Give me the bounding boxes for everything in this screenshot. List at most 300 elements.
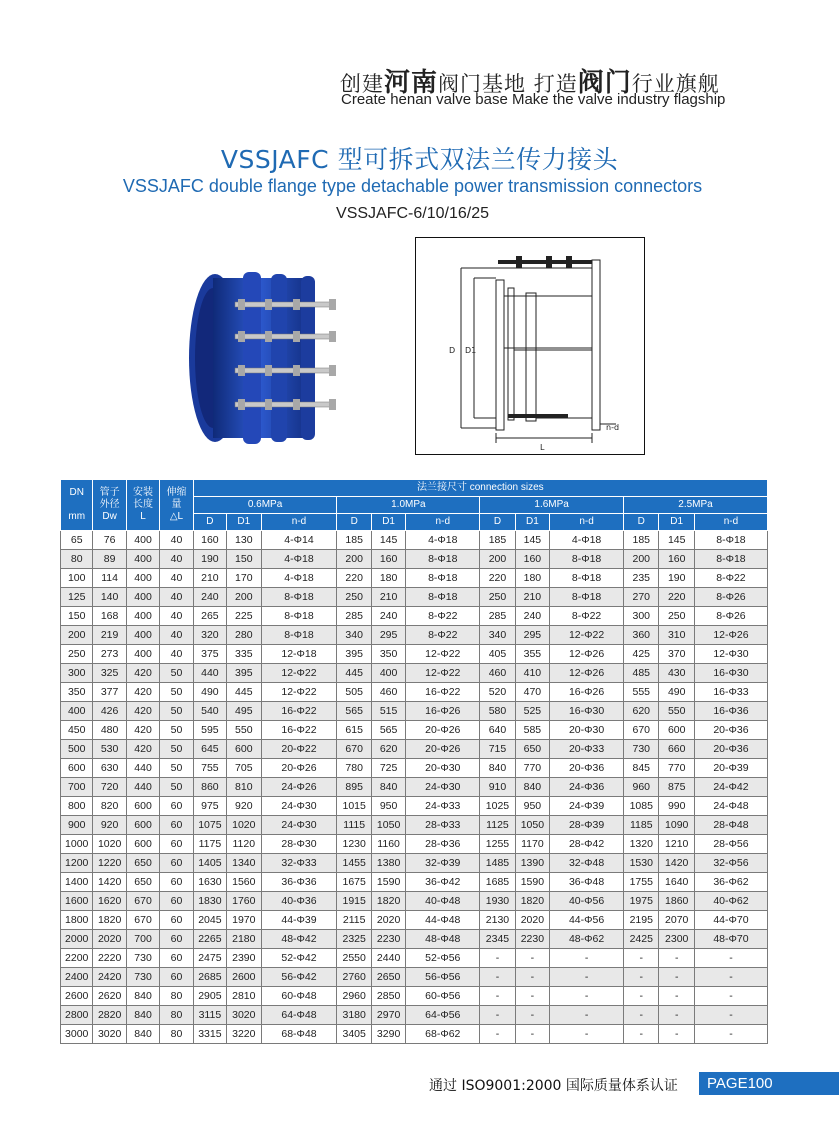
table-cell: 12-Φ30 <box>694 645 767 664</box>
table-cell: 295 <box>515 626 549 645</box>
table-cell: 8-Φ18 <box>261 626 337 645</box>
table-row <box>61 1025 768 1044</box>
table-cell: 1820 <box>515 892 549 911</box>
table-cell: 2020 <box>93 930 126 949</box>
table-cell: 185 <box>480 531 515 550</box>
table-cell: - <box>515 987 549 1006</box>
table-cell: 40 <box>160 550 193 569</box>
table-cell: - <box>480 968 515 987</box>
table-cell: 650 <box>515 740 549 759</box>
table-cell: 990 <box>659 797 694 816</box>
table-cell: 395 <box>337 645 371 664</box>
table-cell: - <box>659 987 694 1006</box>
page-title-english: VSSJAFC double flange type detachable power transmission connectors <box>122 176 703 196</box>
table-cell: 1915 <box>337 892 371 911</box>
table-cell: 580 <box>480 702 515 721</box>
table-cell: 50 <box>160 683 193 702</box>
table-cell: 1125 <box>480 816 515 835</box>
table-cell: - <box>480 1025 515 1044</box>
table-cell: 440 <box>193 664 226 683</box>
table-cell: 24-Φ33 <box>406 797 480 816</box>
flange-ring-3 <box>301 276 315 440</box>
table-cell: 20-Φ30 <box>550 721 624 740</box>
table-cell: 80 <box>160 1025 193 1044</box>
flange-ring-2 <box>271 274 287 442</box>
table-cell: 1420 <box>93 873 126 892</box>
table-cell: 190 <box>659 569 694 588</box>
table-cell: 400 <box>126 569 159 588</box>
table-cell: 20-Φ36 <box>550 759 624 778</box>
table-cell: 20-Φ33 <box>550 740 624 759</box>
table-cell: 200 <box>480 550 515 569</box>
table-cell: 2230 <box>371 930 405 949</box>
table-cell: 400 <box>126 626 159 645</box>
table-cell: 440 <box>126 759 159 778</box>
header-length: 安装 长度 L <box>126 480 159 531</box>
table-cell: 4-Φ18 <box>261 569 337 588</box>
table-cell: 840 <box>126 1006 159 1025</box>
header-connection-sizes: 法兰接尺寸 connection sizes <box>193 480 767 497</box>
table-cell: 420 <box>126 664 159 683</box>
table-cell: 2000 <box>61 930 93 949</box>
table-cell: 620 <box>371 740 405 759</box>
table-cell: 650 <box>126 854 159 873</box>
table-row <box>61 835 768 854</box>
table-row <box>61 987 768 1006</box>
table-cell: 114 <box>93 569 126 588</box>
table-cell: 300 <box>624 607 659 626</box>
slogan-highlight: 阀门 <box>577 68 632 98</box>
table-cell: 730 <box>126 949 159 968</box>
table-cell: 8-Φ18 <box>694 550 767 569</box>
table-cell: 12-Φ26 <box>550 664 624 683</box>
table-cell: 505 <box>337 683 371 702</box>
table-cell: 1115 <box>337 816 371 835</box>
table-cell: 50 <box>160 702 193 721</box>
table-cell: 40-Φ56 <box>550 892 624 911</box>
table-row <box>61 721 768 740</box>
table-cell: 24-Φ26 <box>261 778 337 797</box>
table-cell: 2600 <box>61 987 93 1006</box>
table-cell: - <box>659 1006 694 1025</box>
table-cell: 4-Φ14 <box>261 531 337 550</box>
table-cell: 565 <box>371 721 405 740</box>
table-cell: 40 <box>160 626 193 645</box>
table-cell: 16-Φ33 <box>694 683 767 702</box>
table-cell: 50 <box>160 664 193 683</box>
table-cell: 8-Φ22 <box>694 569 767 588</box>
table-cell: 495 <box>227 702 261 721</box>
table-cell: 1755 <box>624 873 659 892</box>
table-cell: 2820 <box>93 1006 126 1025</box>
table-cell: 1175 <box>193 835 226 854</box>
table-cell: 470 <box>515 683 549 702</box>
table-cell: 44-Φ39 <box>261 911 337 930</box>
table-cell: 440 <box>126 778 159 797</box>
table-cell: 20-Φ36 <box>694 721 767 740</box>
table-cell: 430 <box>659 664 694 683</box>
header-nd: n-d <box>550 514 624 531</box>
slogan-part: 阀门基地 打造 <box>438 72 578 96</box>
table-cell: 420 <box>126 740 159 759</box>
table-cell: 705 <box>227 759 261 778</box>
table-cell: 220 <box>659 588 694 607</box>
table-cell: 36-Φ36 <box>261 873 337 892</box>
table-cell: 219 <box>93 626 126 645</box>
table-cell: 8-Φ18 <box>550 569 624 588</box>
table-cell: 1255 <box>480 835 515 854</box>
table-cell: 48-Φ70 <box>694 930 767 949</box>
table-cell: 20-Φ26 <box>406 721 480 740</box>
table-cell: 1380 <box>371 854 405 873</box>
table-cell: 615 <box>337 721 371 740</box>
table-cell: 670 <box>126 911 159 930</box>
table-cell: 50 <box>160 740 193 759</box>
table-row <box>61 778 768 797</box>
table-cell: 730 <box>624 740 659 759</box>
table-cell: 60-Φ48 <box>261 987 337 1006</box>
spec-table-body <box>61 531 768 1044</box>
table-cell: - <box>659 1025 694 1044</box>
table-cell: 36-Φ48 <box>550 873 624 892</box>
table-cell: 840 <box>480 759 515 778</box>
table-cell: 2800 <box>61 1006 93 1025</box>
table-cell: 1015 <box>337 797 371 816</box>
table-cell: 900 <box>61 816 93 835</box>
table-cell: 28-Φ30 <box>261 835 337 854</box>
table-cell: 140 <box>93 588 126 607</box>
table-cell: 1220 <box>93 854 126 873</box>
table-row <box>61 911 768 930</box>
table-cell: 250 <box>659 607 694 626</box>
table-cell: 48-Φ62 <box>550 930 624 949</box>
table-cell: 65 <box>61 531 93 550</box>
header-d: D <box>624 514 659 531</box>
table-cell: 24-Φ48 <box>694 797 767 816</box>
table-cell: 950 <box>371 797 405 816</box>
table-cell: 8-Φ18 <box>550 550 624 569</box>
table-row <box>61 740 768 759</box>
table-cell: 32-Φ56 <box>694 854 767 873</box>
table-cell: 600 <box>126 797 159 816</box>
table-row <box>61 854 768 873</box>
table-cell: 1390 <box>515 854 549 873</box>
table-cell: - <box>550 987 624 1006</box>
spec-table <box>60 479 768 1044</box>
table-cell: 460 <box>371 683 405 702</box>
table-cell: 840 <box>371 778 405 797</box>
table-cell: 960 <box>624 778 659 797</box>
table-cell: 3405 <box>337 1025 371 1044</box>
table-cell: 360 <box>624 626 659 645</box>
table-cell: 80 <box>160 1006 193 1025</box>
table-cell: 490 <box>193 683 226 702</box>
table-cell: 150 <box>61 607 93 626</box>
header-d: D <box>480 514 515 531</box>
table-cell: 250 <box>337 588 371 607</box>
header-d1: D1 <box>515 514 549 531</box>
slogan-highlight: 河南 <box>384 68 439 98</box>
table-cell: 2400 <box>61 968 93 987</box>
table-cell: 445 <box>337 664 371 683</box>
table-cell: 845 <box>624 759 659 778</box>
table-cell: 490 <box>659 683 694 702</box>
table-cell: 410 <box>515 664 549 683</box>
slogan-english: Create henan valve base Make the valve industry flagship <box>341 91 726 108</box>
table-cell: 20-Φ22 <box>261 740 337 759</box>
table-cell: 1230 <box>337 835 371 854</box>
table-row <box>61 569 768 588</box>
table-cell: 89 <box>93 550 126 569</box>
table-cell: 2960 <box>337 987 371 1006</box>
table-cell: 2130 <box>480 911 515 930</box>
table-cell: 375 <box>193 645 226 664</box>
table-cell: 20-Φ39 <box>694 759 767 778</box>
table-cell: 28-Φ33 <box>406 816 480 835</box>
header-dn: DN mm <box>61 480 93 531</box>
table-cell: 1075 <box>193 816 226 835</box>
table-cell: 1085 <box>624 797 659 816</box>
table-cell: 280 <box>227 626 261 645</box>
table-cell: 40 <box>160 569 193 588</box>
table-cell: 295 <box>371 626 405 645</box>
table-cell: 620 <box>624 702 659 721</box>
table-row <box>61 759 768 778</box>
table-cell: 60 <box>160 968 193 987</box>
table-row <box>61 816 768 835</box>
table-cell: 770 <box>659 759 694 778</box>
table-cell: 4-Φ18 <box>550 531 624 550</box>
table-cell: 100 <box>61 569 93 588</box>
table-cell: 420 <box>126 683 159 702</box>
table-cell: - <box>624 1025 659 1044</box>
table-cell: 185 <box>624 531 659 550</box>
table-cell: 3020 <box>93 1025 126 1044</box>
table-cell: 975 <box>193 797 226 816</box>
table-cell: 1050 <box>371 816 405 835</box>
table-cell: 670 <box>126 892 159 911</box>
table-cell: 2810 <box>227 987 261 1006</box>
table-cell: 16-Φ26 <box>550 683 624 702</box>
table-cell: 8-Φ22 <box>406 607 480 626</box>
header-expansion: 伸缩 量 △L <box>160 480 193 531</box>
drawing-label-nd: n-d <box>606 423 620 432</box>
table-cell: 1020 <box>93 835 126 854</box>
table-cell: 145 <box>515 531 549 550</box>
table-cell: 20-Φ26 <box>406 740 480 759</box>
table-cell: 60 <box>160 949 193 968</box>
table-cell: 420 <box>126 721 159 740</box>
table-cell: 460 <box>480 664 515 683</box>
table-cell: 2390 <box>227 949 261 968</box>
table-cell: 50 <box>160 759 193 778</box>
table-cell: 2970 <box>371 1006 405 1025</box>
table-cell: 60 <box>160 873 193 892</box>
table-cell: 1590 <box>515 873 549 892</box>
header-pressure: 2.5MPa <box>624 497 768 514</box>
table-cell: 32-Φ48 <box>550 854 624 873</box>
table-cell: 1420 <box>659 854 694 873</box>
header-d1: D1 <box>227 514 261 531</box>
table-cell: 2600 <box>227 968 261 987</box>
table-cell: 350 <box>371 645 405 664</box>
table-cell: 910 <box>480 778 515 797</box>
table-cell: 60 <box>160 930 193 949</box>
table-cell: 270 <box>624 588 659 607</box>
table-cell: 550 <box>227 721 261 740</box>
slogan-part: 行业旗舰 <box>631 72 720 96</box>
table-cell: - <box>694 968 767 987</box>
table-row <box>61 645 768 664</box>
table-cell: 1975 <box>624 892 659 911</box>
header-pressure: 0.6MPa <box>193 497 337 514</box>
table-cell: 1320 <box>624 835 659 854</box>
table-cell: 16-Φ22 <box>261 721 337 740</box>
table-cell: 420 <box>126 702 159 721</box>
table-cell: 44-Φ48 <box>406 911 480 930</box>
table-cell: 1590 <box>371 873 405 892</box>
table-cell: 235 <box>624 569 659 588</box>
table-cell: 2475 <box>193 949 226 968</box>
table-cell: 185 <box>337 531 371 550</box>
table-cell: 48-Φ42 <box>261 930 337 949</box>
table-cell: 720 <box>93 778 126 797</box>
table-row <box>61 968 768 987</box>
table-cell: 36-Φ62 <box>694 873 767 892</box>
table-cell: 8-Φ22 <box>550 607 624 626</box>
table-cell: - <box>550 949 624 968</box>
table-cell: 565 <box>337 702 371 721</box>
header-nd: n-d <box>261 514 337 531</box>
table-cell: 32-Φ33 <box>261 854 337 873</box>
table-cell: 285 <box>337 607 371 626</box>
table-cell: 2300 <box>659 930 694 949</box>
table-cell: 370 <box>659 645 694 664</box>
table-cell: 875 <box>659 778 694 797</box>
header-nd: n-d <box>694 514 767 531</box>
table-cell: 210 <box>515 588 549 607</box>
table-cell: 36-Φ42 <box>406 873 480 892</box>
table-cell: 8-Φ18 <box>261 607 337 626</box>
table-cell: 400 <box>61 702 93 721</box>
table-cell: 1675 <box>337 873 371 892</box>
table-cell: 3115 <box>193 1006 226 1025</box>
table-cell: 24-Φ30 <box>406 778 480 797</box>
table-row <box>61 607 768 626</box>
table-cell: 1020 <box>227 816 261 835</box>
table-cell: 335 <box>227 645 261 664</box>
table-cell: 600 <box>126 816 159 835</box>
table-cell: 80 <box>61 550 93 569</box>
page-number: PAGE100 <box>699 1072 839 1095</box>
table-cell: 600 <box>126 835 159 854</box>
table-cell: 2200 <box>61 949 93 968</box>
table-cell: 600 <box>659 721 694 740</box>
drawing-label-d1: D1 <box>465 346 477 355</box>
table-cell: 16-Φ30 <box>694 664 767 683</box>
table-cell: 540 <box>193 702 226 721</box>
table-cell: 645 <box>193 740 226 759</box>
table-cell: 840 <box>515 778 549 797</box>
table-cell: - <box>624 987 659 1006</box>
table-cell: 8-Φ26 <box>694 588 767 607</box>
table-cell: 56-Φ42 <box>261 968 337 987</box>
table-cell: - <box>694 987 767 1006</box>
table-cell: - <box>694 1025 767 1044</box>
table-cell: 500 <box>61 740 93 759</box>
table-cell: 920 <box>227 797 261 816</box>
table-cell: 600 <box>227 740 261 759</box>
table-cell: 1185 <box>624 816 659 835</box>
table-cell: 725 <box>371 759 405 778</box>
table-cell: 550 <box>659 702 694 721</box>
table-cell: 2440 <box>371 949 405 968</box>
table-cell: 810 <box>227 778 261 797</box>
table-cell: 1820 <box>371 892 405 911</box>
table-cell: 715 <box>480 740 515 759</box>
table-cell: 1930 <box>480 892 515 911</box>
table-cell: 350 <box>61 683 93 702</box>
table-cell: 2045 <box>193 911 226 930</box>
table-cell: - <box>550 968 624 987</box>
table-cell: 450 <box>61 721 93 740</box>
header-d: D <box>193 514 226 531</box>
table-cell: 3315 <box>193 1025 226 1044</box>
table-cell: 2760 <box>337 968 371 987</box>
table-cell: 250 <box>61 645 93 664</box>
table-cell: 150 <box>227 550 261 569</box>
table-cell: 24-Φ42 <box>694 778 767 797</box>
table-cell: 400 <box>126 645 159 664</box>
table-cell: 1050 <box>515 816 549 835</box>
table-cell: - <box>515 1025 549 1044</box>
table-row <box>61 797 768 816</box>
table-cell: 160 <box>515 550 549 569</box>
table-cell: 160 <box>659 550 694 569</box>
table-cell: - <box>659 949 694 968</box>
table-cell: 1160 <box>371 835 405 854</box>
table-cell: 240 <box>515 607 549 626</box>
table-cell: 325 <box>93 664 126 683</box>
table-cell: 520 <box>480 683 515 702</box>
table-cell: 2230 <box>515 930 549 949</box>
table-cell: 28-Φ42 <box>550 835 624 854</box>
table-cell: 8-Φ18 <box>694 531 767 550</box>
table-cell: 3180 <box>337 1006 371 1025</box>
table-cell: 2425 <box>624 930 659 949</box>
table-cell: 755 <box>193 759 226 778</box>
table-cell: 44-Φ56 <box>550 911 624 930</box>
table-cell: 377 <box>93 683 126 702</box>
table-cell: 200 <box>227 588 261 607</box>
table-cell: 770 <box>515 759 549 778</box>
table-cell: 12-Φ22 <box>406 664 480 683</box>
table-cell: - <box>480 987 515 1006</box>
table-cell: 3000 <box>61 1025 93 1044</box>
table-cell: 2020 <box>515 911 549 930</box>
table-cell: 60-Φ56 <box>406 987 480 1006</box>
table-cell: - <box>515 968 549 987</box>
table-cell: 2650 <box>371 968 405 987</box>
table-cell: 700 <box>61 778 93 797</box>
drawing-label-l: L <box>540 443 545 452</box>
table-cell: 20-Φ30 <box>406 759 480 778</box>
table-cell: 840 <box>126 1025 159 1044</box>
table-cell: 168 <box>93 607 126 626</box>
table-cell: 340 <box>480 626 515 645</box>
table-cell: 1970 <box>227 911 261 930</box>
table-cell: 1620 <box>93 892 126 911</box>
